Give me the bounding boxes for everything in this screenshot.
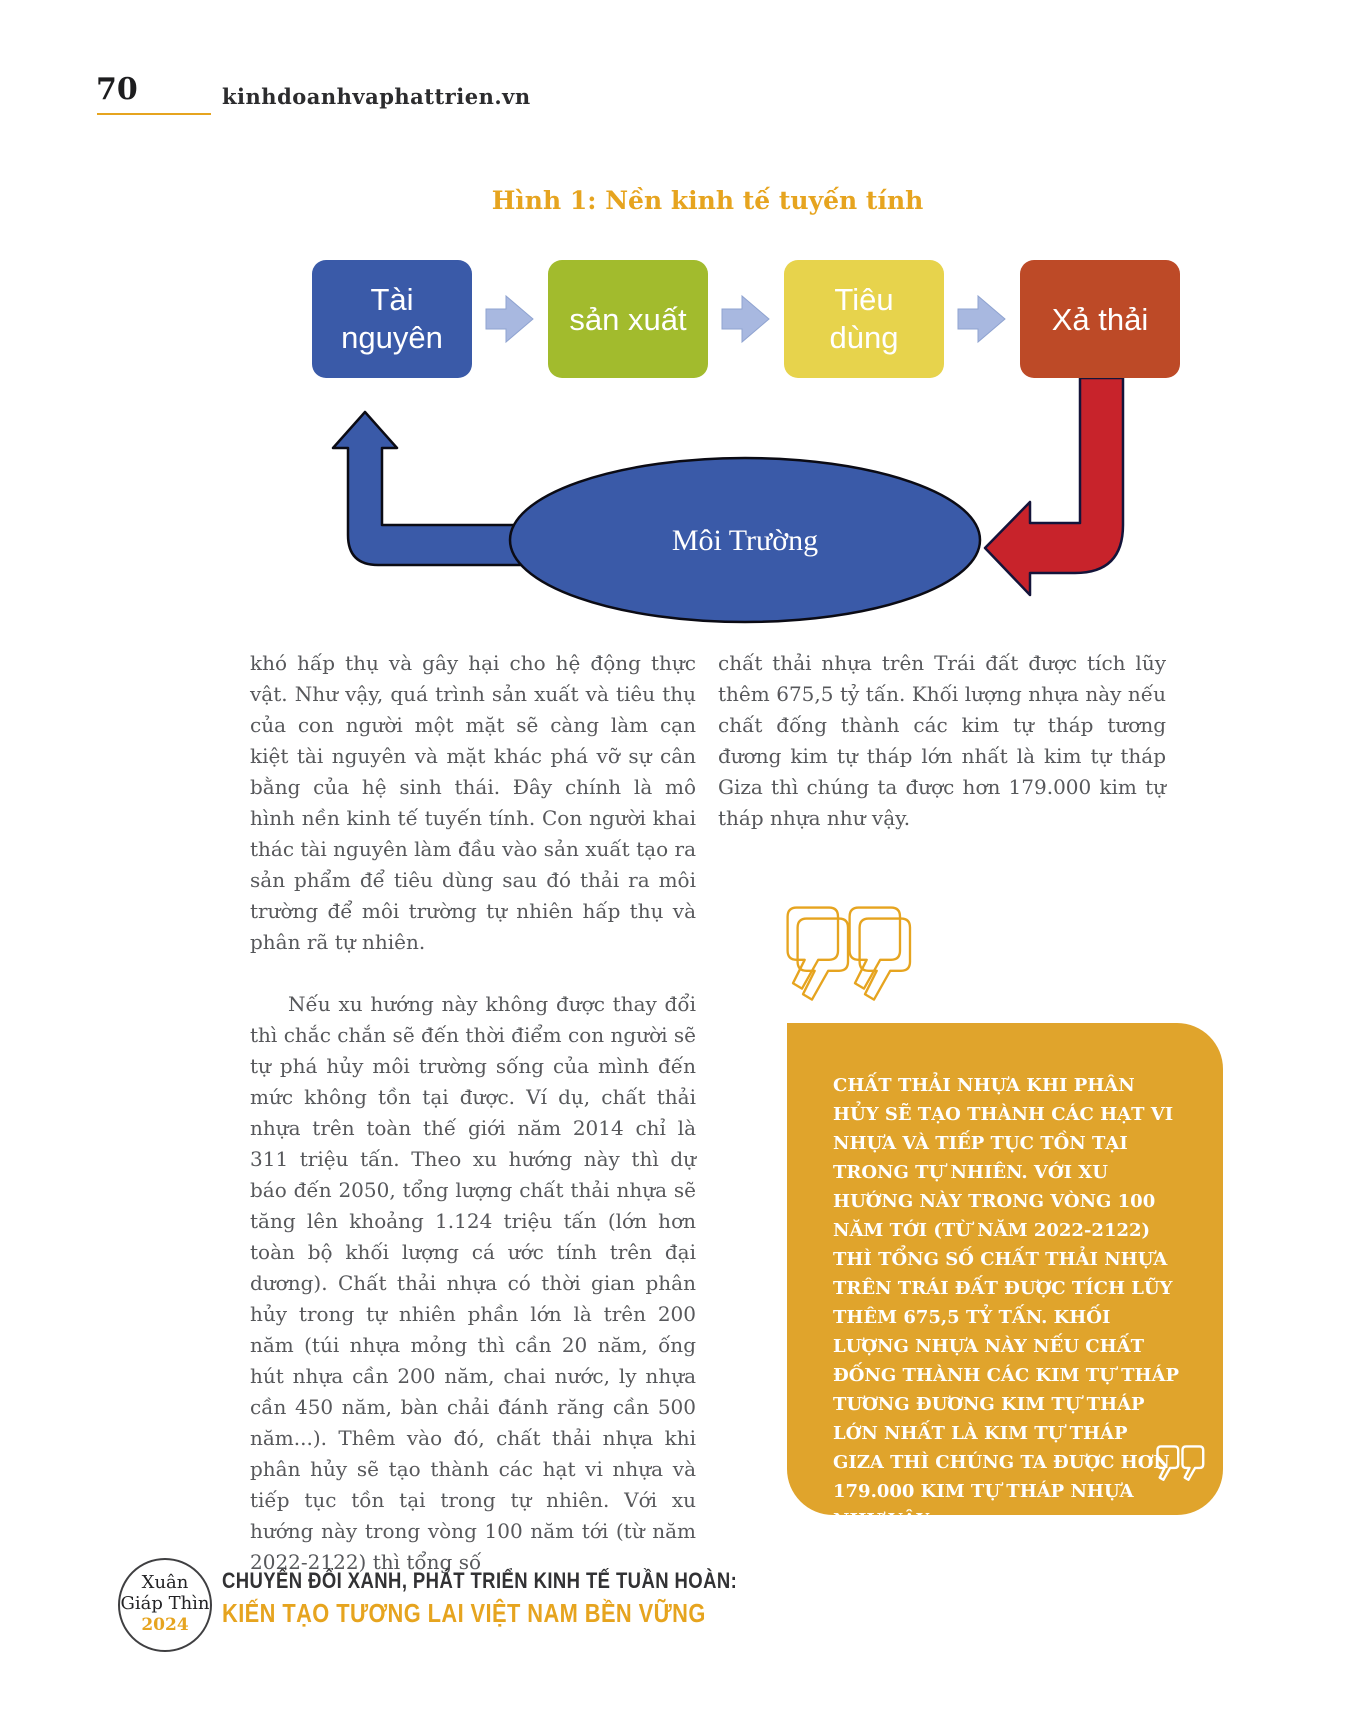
linear-economy-diagram: [285, 252, 1205, 637]
closing-quote-icon: [1155, 1444, 1207, 1486]
node-resources-label2: nguyên: [341, 320, 443, 355]
flow-arrow-icon: [958, 296, 1005, 342]
header-rule: [97, 113, 211, 115]
footer-theme: [222, 1568, 835, 1629]
badge-year: 2024: [141, 1615, 189, 1635]
article-left-column: [250, 648, 696, 1578]
flow-arrow-icon: [486, 296, 533, 342]
diagram-node-resources: [312, 260, 472, 378]
diagram-node-consumption: [784, 260, 944, 378]
header-website: kinhdoanhvaphattrien.vn: [222, 84, 531, 109]
environment-label: Môi Trường: [671, 524, 819, 557]
left-paragraph-1: khó hấp thụ và gây hại cho hệ động thực vật. Như vậy, quá trình sản xuất và tiêu thụ của con người một mặt sẽ càng làm cạn kiệt tài nguyên và mặt khác phá vỡ sự cân bằng của hệ sinh thái. Đây chính là mô hình nền kinh tế tuyến tính. Con người khai thác tài nguyên làm đầu vào sản xuất tạo ra sản phẩm để tiêu dùng sau đó thải ra môi trường để môi trường tự nhiên hấp thụ và phân rã tự nhiên.: [250, 651, 696, 954]
opening-quote-icon: [783, 903, 915, 1015]
node-discharge-label: Xả thải: [1051, 302, 1149, 337]
node-resources-label: Tài: [370, 282, 414, 317]
flow-arrow-icon: [722, 296, 769, 342]
quote-box: [787, 1023, 1223, 1531]
footer-theme-line1: CHUYỂN ĐỔI XANH, PHÁT TRIỂN KINH TẾ TUẦN HOÀN:: [222, 1568, 738, 1593]
page-number: 70: [96, 72, 138, 107]
footer-year-badge: [118, 1558, 212, 1652]
badge-season-line2: Giáp Thìn: [120, 1593, 210, 1614]
left-paragraph-2: Nếu xu hướng này không được thay đổi thì chắc chắn sẽ đến thời điểm con người sẽ tự phá hủy môi trường sống của mình đến mức không tồn tại được. Ví dụ, chất thải nhựa trên toàn thế giới năm 2014 chỉ là 311 triệu tấn. Theo xu hướng này thì dự báo đến 2050, tổng lượng chất thải nhựa sẽ tăng lên khoảng 1.124 triệu tấn (lớn hơn toàn bộ khối lượng cá ước tính trên đại dương). Chất thải nhựa có thời gian phân hủy trong tự nhiên phần lớn là trên 200 năm (túi nhựa mỏng thì cần 20 năm, ống hút nhựa cần 200 năm, chai nước, ly nhựa cần 450 năm, bàn chải đánh răng cần 500 năm...). Thêm vào đó, chất thải nhựa khi phân hủy sẽ tạo thành các hạt vi nhựa và tiếp tục tồn tại trong tự nhiên. Với xu hướng này trong vòng 100 năm tới (từ năm 2022-2122) thì tổng số: [250, 992, 696, 1574]
quote-box-text: CHẤT THẢI NHỰA KHI PHÂN HỦY SẼ TẠO THÀNH CÁC HẠT VI NHỰA VÀ TIẾP TỤC TỒN TẠI TRONG TỰ NHIÊN. VỚI XU HƯỚNG NÀY TRONG VÒNG 100 NĂM TỚI (TỪ NĂM 2022-2122) THÌ TỔNG SỐ CHẤT THẢI NHỰA TRÊN TRÁI ĐẤT ĐƯỢC TÍCH LŨY THÊM 675,5 TỶ TẤN. KHỐI LƯỢNG NHỰA NÀY NẾU CHẤT ĐỐNG THÀNH CÁC KIM TỰ THÁP TƯƠNG ĐƯƠNG KIM TỰ THÁP LỚN NHẤT LÀ KIM TỰ THÁP GIZA THÌ CHÚNG TA ĐƯỢC HƠN 179.000 KIM TỰ THÁP NHỰA NHƯ VẬY.: [833, 1075, 1179, 1531]
waste-arrow-icon: [985, 378, 1123, 595]
figure-title: Hình 1: Nền kinh tế tuyến tính: [491, 186, 924, 215]
node-consumption-label2: dùng: [829, 320, 899, 355]
right-paragraph-1: chất thải nhựa trên Trái đất được tích lũy thêm 675,5 tỷ tấn. Khối lượng nhựa này nếu chất đống thành các kim tự tháp tương đương kim tự tháp lớn nhất là kim tự tháp Giza thì chúng ta được hơn 179.000 kim tự tháp nhựa như vậy.: [718, 651, 1166, 830]
footer-theme-line2: KIẾN TẠO TƯƠNG LAI VIỆT NAM BỀN VỮNG: [222, 1598, 706, 1628]
article-right-column: [718, 648, 1166, 834]
badge-season-line1: Xuân: [141, 1572, 189, 1593]
node-production-label: sản xuất: [569, 302, 687, 337]
node-consumption-label: Tiêu: [834, 282, 894, 317]
